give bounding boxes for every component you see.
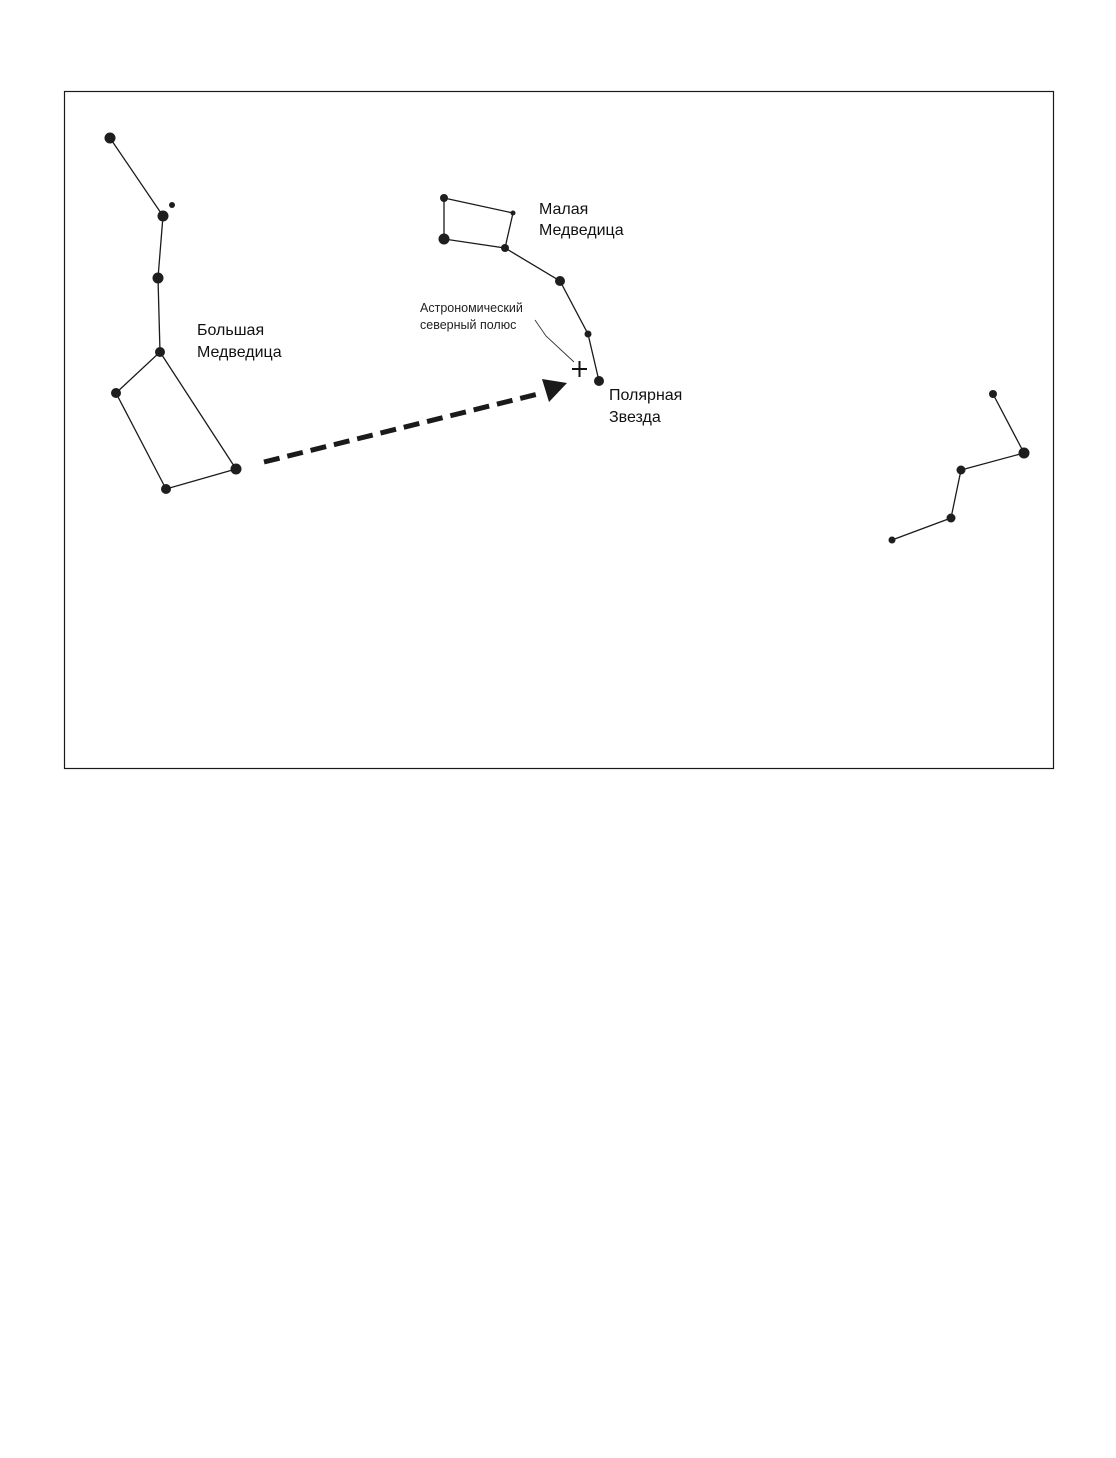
big-dipper-star [111,388,121,398]
big-dipper-star [231,464,242,475]
cassiopeia-star [989,390,997,398]
map-frame [65,92,1054,769]
big-dipper-label-line-2: Медведица [197,344,282,361]
big-dipper-label-line-1: Большая [197,322,265,339]
little-dipper-star [511,211,516,216]
cassiopeia-star [889,537,896,544]
celestial-pole-label-line-2: северный полюс [420,318,517,332]
little-dipper-star [501,244,509,252]
big-dipper-companion-star [169,202,175,208]
cassiopeia-star [947,514,956,523]
polaris-label-line-2: Звезда [609,409,661,426]
little-dipper-star [439,234,450,245]
cassiopeia-star [957,466,966,475]
big-dipper-star [153,273,164,284]
big-dipper-star [155,347,165,357]
big-dipper-star [105,133,116,144]
celestial-pole-label-line-1: Астрономический [420,301,523,315]
little-dipper-star [440,194,448,202]
polaris-label-line-1: Полярная [609,387,683,404]
little-dipper-star [585,331,592,338]
cassiopeia-star [1019,448,1030,459]
little-dipper-label-line-1: Малая [539,201,589,218]
big-dipper-star [161,484,171,494]
little-dipper-label-line-2: Медведица [539,222,624,239]
little-dipper-star [555,276,565,286]
polaris-star [594,376,604,386]
big-dipper-star [158,211,169,222]
